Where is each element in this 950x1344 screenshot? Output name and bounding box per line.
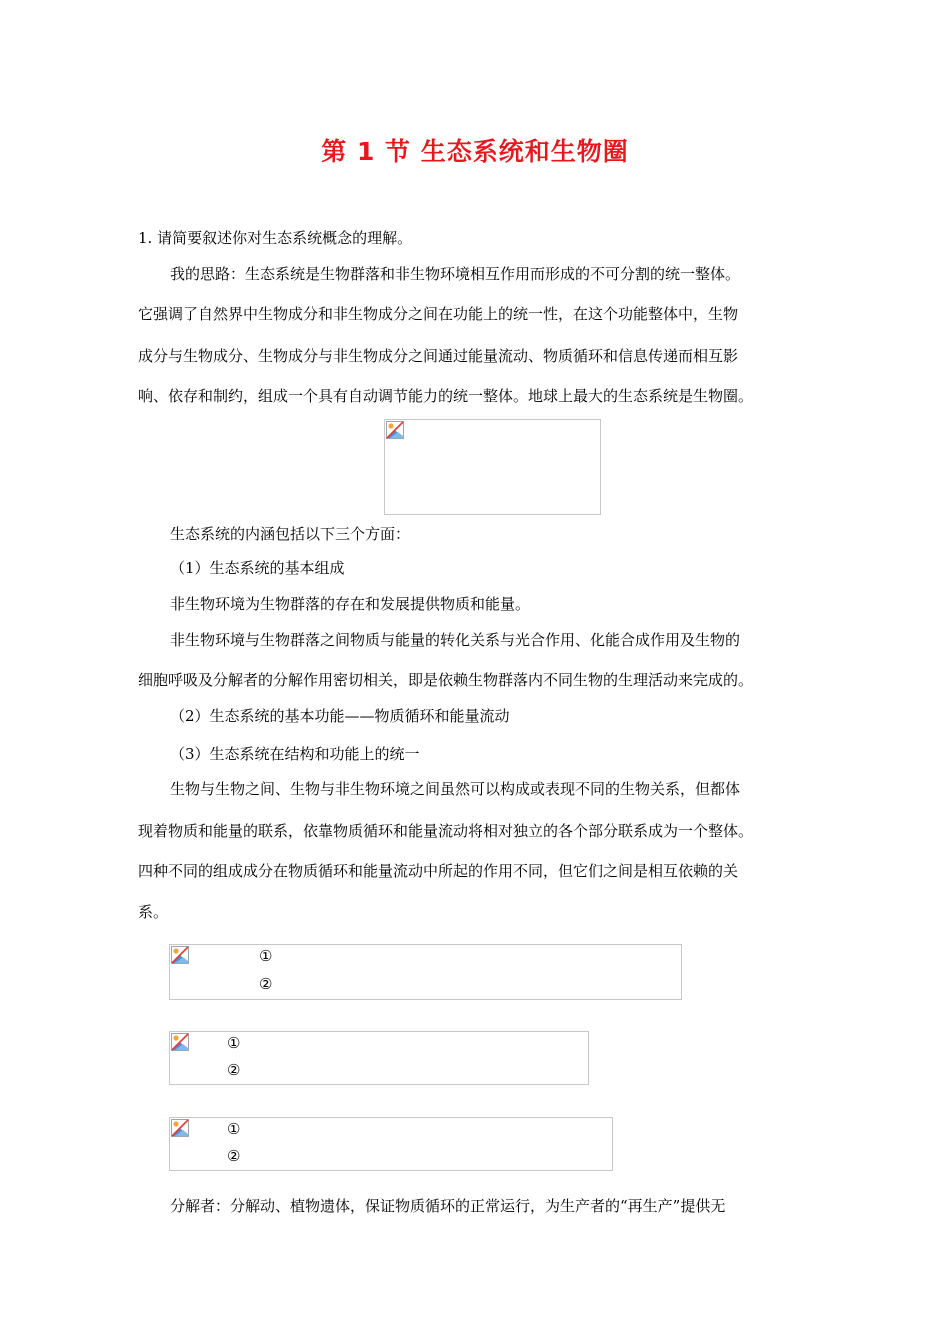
circle-marker-2: ② bbox=[227, 1061, 241, 1079]
page-title: 第 1 节 生态系统和生物圈 bbox=[321, 137, 629, 166]
circle-marker-1: ① bbox=[227, 1034, 241, 1052]
circle-marker-1: ① bbox=[227, 1120, 241, 1138]
broken-image-icon bbox=[386, 421, 404, 439]
question-text: 1. 请简要叙述你对生态系统概念的理解。 bbox=[138, 229, 413, 247]
component-box-2 bbox=[169, 1031, 589, 1085]
figure-placeholder bbox=[384, 419, 601, 515]
circle-marker-2: ② bbox=[227, 1147, 241, 1165]
item-1-heading: （1）生态系统的基本组成 bbox=[170, 559, 345, 577]
circle-marker-1: ① bbox=[259, 947, 273, 965]
decomposer-text: 分解者：分解动、植物遗体，保证物质循环的正常运行，为生产者的“再生产”提供无 bbox=[170, 1197, 726, 1215]
intro-text: 生态系统的内涵包括以下三个方面： bbox=[170, 525, 411, 543]
item-1-text-2a: 非生物环境与生物群落之间物质与能量的转化关系与光合作用、化能合成作用及生物的 bbox=[170, 631, 741, 649]
broken-image-icon bbox=[171, 1033, 189, 1051]
thinking-line-3: 成分与生物成分、生物成分与非生物成分之间通过能量流动、物质循环和信息传递而相互影 bbox=[138, 347, 739, 365]
broken-image-icon bbox=[171, 1119, 189, 1137]
item-2-heading: （2）生态系统的基本功能——物质循环和能量流动 bbox=[170, 707, 510, 725]
item-3-heading: （3）生态系统在结构和功能上的统一 bbox=[170, 745, 420, 763]
broken-image-icon bbox=[171, 946, 189, 964]
para3-line-3: 四种不同的组成成分在物质循环和能量流动中所起的作用不同，但它们之间是相互依赖的关 bbox=[138, 862, 739, 880]
thinking-line-2: 它强调了自然界中生物成分和非生物成分之间在功能上的统一性，在这个功能整体中，生物 bbox=[138, 305, 739, 323]
para3-line-4: 系。 bbox=[138, 903, 169, 921]
para3-line-1: 生物与生物之间、生物与非生物环境之间虽然可以构成或表现不同的生物关系，但都体 bbox=[170, 780, 741, 798]
thinking-line-4: 响、依存和制约，组成一个具有自动调节能力的统一整体。地球上最大的生态系统是生物圈。 bbox=[138, 387, 754, 405]
component-box-1 bbox=[169, 944, 682, 1000]
circle-marker-2: ② bbox=[259, 975, 273, 993]
item-1-text-2b: 细胞呼吸及分解者的分解作用密切相关，即是依赖生物群落内不同生物的生理活动来完成的。 bbox=[138, 671, 754, 689]
item-1-text-1: 非生物环境为生物群落的存在和发展提供物质和能量。 bbox=[170, 595, 531, 613]
component-box-3 bbox=[169, 1117, 613, 1171]
para3-line-2: 现着物质和能量的联系，依靠物质循环和能量流动将相对独立的各个部分联系成为一个整体。 bbox=[138, 822, 754, 840]
thinking-line-1: 我的思路：生态系统是生物群落和非生物环境相互作用而形成的不可分割的统一整体。 bbox=[170, 265, 741, 283]
